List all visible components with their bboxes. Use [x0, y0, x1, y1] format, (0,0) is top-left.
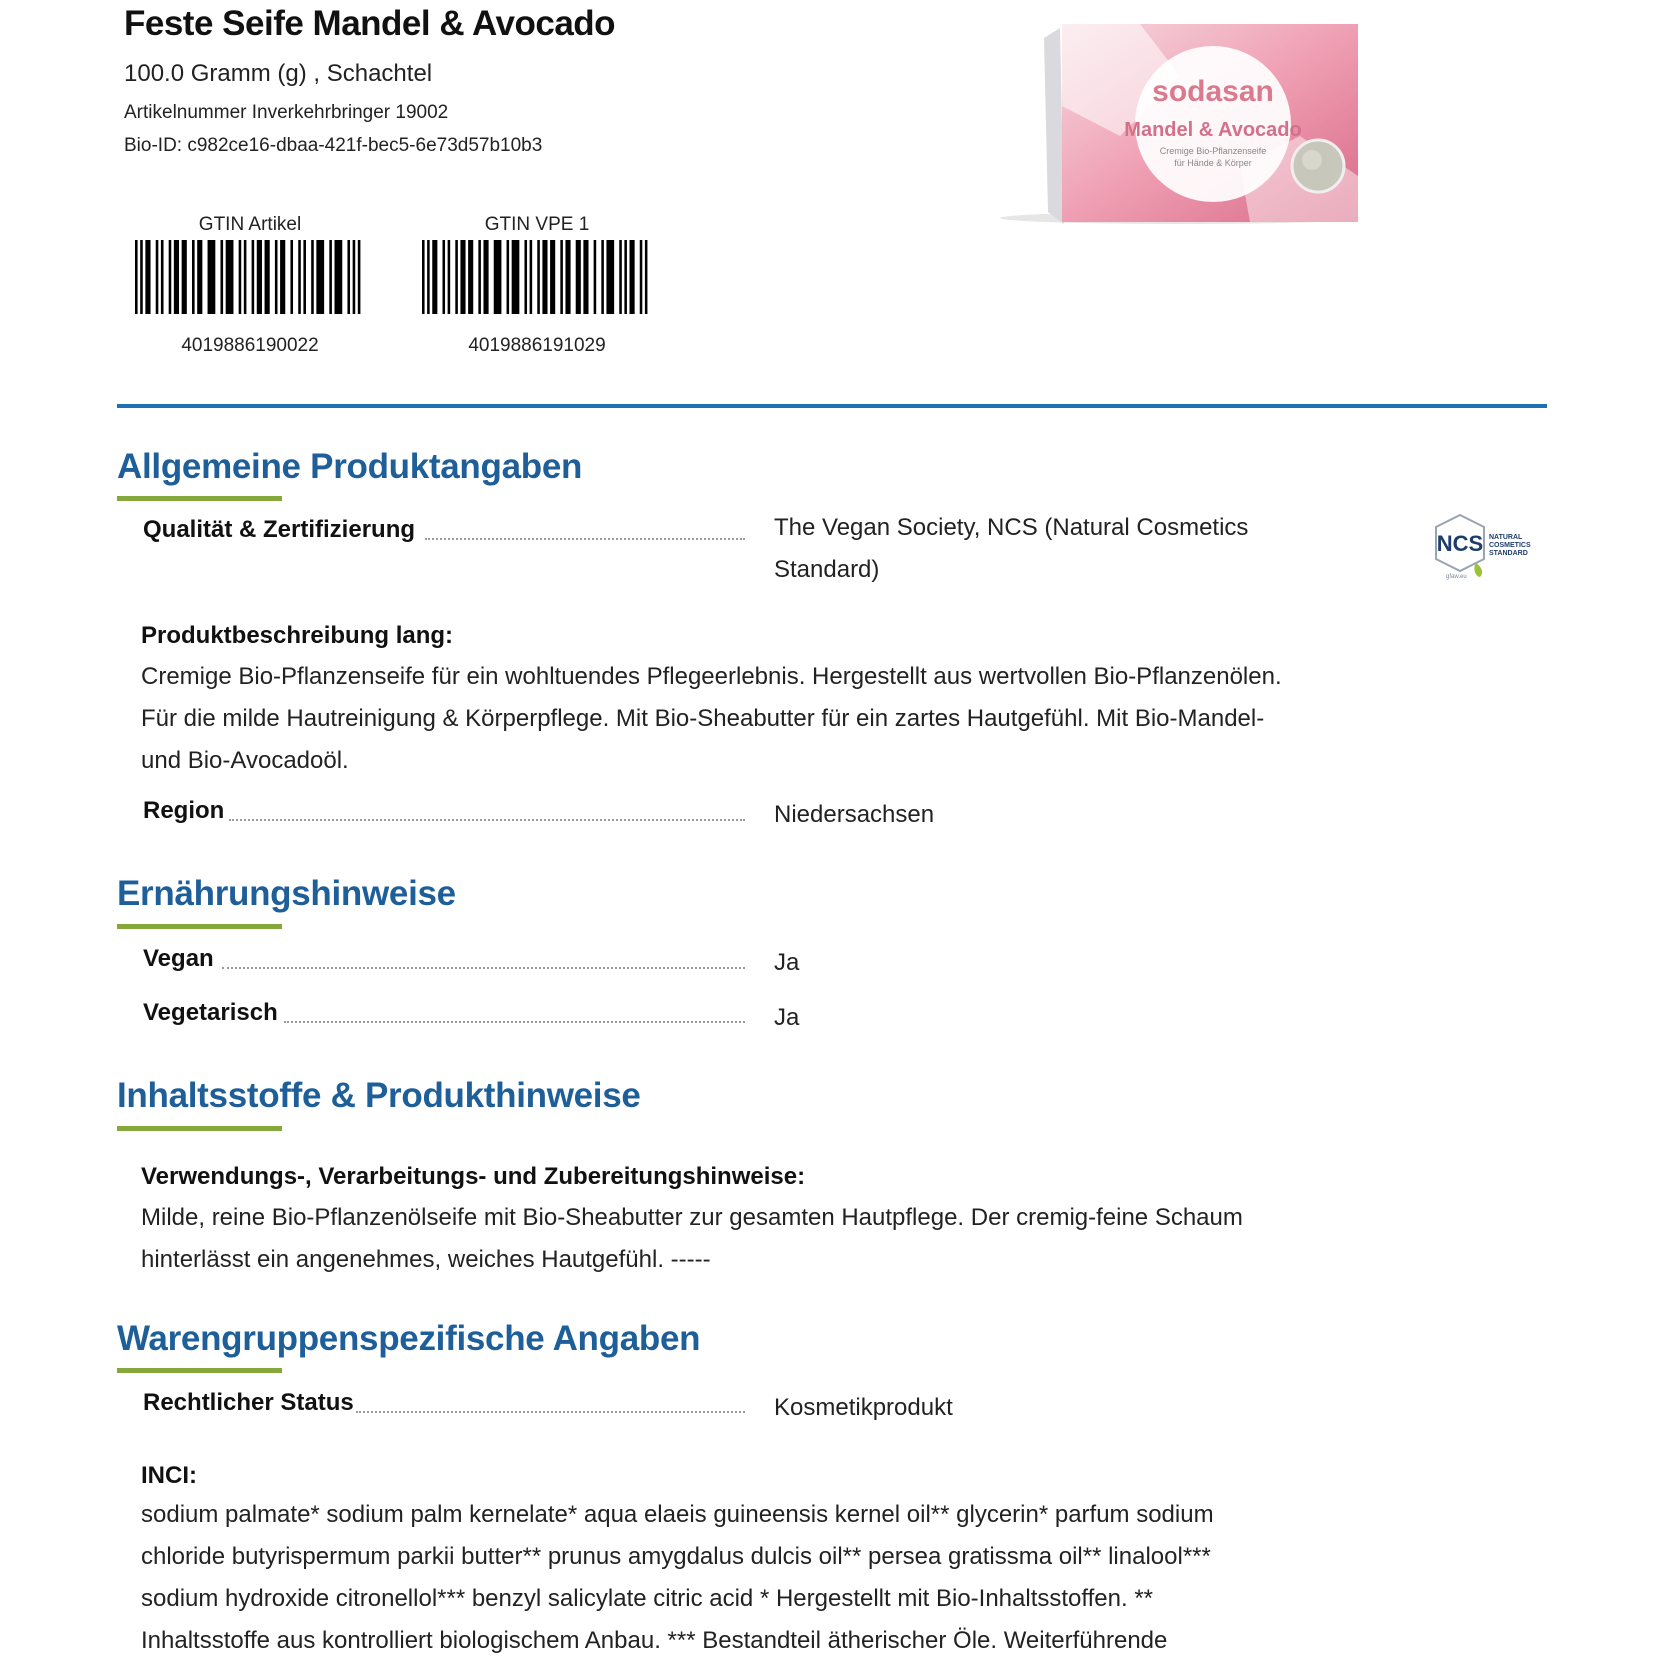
barcode-bar [353, 240, 356, 314]
inci-line-1: sodium palmate* sodium palm kernelate* aqua elaeis guineensis kernel oil** glycerin* parfum sodium [141, 1501, 1214, 1528]
barcode-bar [275, 240, 278, 314]
legal-status-label: Rechtlicher Status [143, 1389, 354, 1416]
barcode-bar [329, 240, 332, 314]
barcode-bar [606, 240, 614, 314]
section-heading-nutrition: Ernährungshinweise [117, 874, 456, 913]
section-heading-general: Allgemeine Produktangaben [117, 447, 583, 486]
description-line-1: Cremige Bio-Pflanzenseife für ein wohltuendes Pflegeerlebnis. Hergestellt aus wertvollen Bio-Pflanzenölen. [141, 663, 1282, 690]
gtin-vpe-label: GTIN VPE 1 [484, 214, 590, 235]
inci-line-3: sodium hydroxide citronellol*** benzyl salicylate citric acid * Hergestellt mit Bio-Inhaltsstoffen. ** [141, 1585, 1154, 1612]
barcode-bar [645, 240, 648, 314]
barcode-bar [640, 240, 643, 314]
barcode-bar [197, 240, 202, 314]
barcode-bar [174, 240, 179, 314]
barcode-bar [182, 240, 187, 314]
barcode-bar [468, 240, 473, 314]
quality-value-1: The Vegan Society, NCS (Natural Cosmetics [774, 514, 1249, 541]
leader-dots [284, 1021, 745, 1023]
product-image [1000, 16, 1360, 226]
bio-id: Bio-ID: c982ce16-dbaa-421f-bec5-6e73d57b10b3 [124, 135, 543, 156]
barcode-bar [135, 240, 138, 314]
article-number: Artikelnummer Inverkehrbringer 19002 [124, 102, 449, 123]
usage-heading: Verwendungs-, Verarbeitungs- und Zubereitungshinweise: [141, 1163, 806, 1190]
barcode-bar [494, 240, 502, 314]
ncs-url: gfaw.eu [1446, 574, 1467, 580]
leader-dots [425, 538, 745, 540]
barcode-bar [524, 240, 527, 314]
usage-line-2: hinterlässt ein angenehmes, weiches Hautgefühl. ----- [141, 1246, 711, 1273]
section-underline [117, 1368, 282, 1373]
barcode-bar [140, 240, 143, 314]
barcode-bar [576, 240, 581, 314]
product-quantity: 100.0 Gramm (g) , Schachtel [124, 60, 433, 87]
barcode-bar [455, 240, 458, 314]
inci-line-2: chloride butyrispermum parkii butter** prunus amygdalus dulcis oil** persea gratissma oil** linalool*** [141, 1543, 1211, 1570]
barcode-bar [530, 240, 533, 314]
variant-text: Mandel & Avocado [1124, 119, 1302, 141]
barcode-bar [244, 240, 247, 314]
barcode-bar [583, 240, 588, 314]
region-value: Niedersachsen [774, 801, 935, 828]
leader-dots [229, 819, 745, 821]
vegan-label: Vegan [143, 945, 214, 972]
section-underline [117, 924, 282, 929]
barcode-bar [221, 240, 224, 314]
quality-value-2: Standard) [774, 556, 880, 583]
barcode-bar [226, 240, 234, 314]
barcode-bar [358, 240, 361, 314]
vegan-value: Ja [774, 949, 800, 976]
desc-text-2: für Hände & Körper [1174, 158, 1252, 168]
ncs-line2: COSMETICS [1489, 542, 1531, 549]
leader-dots [222, 967, 745, 969]
region-label: Region [143, 797, 225, 824]
legal-status-value: Kosmetikprodukt [774, 1394, 953, 1421]
barcode-bar [265, 240, 270, 314]
brand-text: sodasan [1152, 75, 1274, 108]
barcode-bar [565, 240, 570, 314]
usage-line-1: Milde, reine Bio-Pflanzenölseife mit Bio-Sheabutter zur gesamten Hautpflege. Der cremig-feine Schaum [141, 1204, 1243, 1231]
barcode-bar [422, 240, 425, 314]
barcode-bar [298, 240, 301, 314]
barcode-bar [303, 240, 306, 314]
description-heading: Produktbeschreibung lang: [141, 622, 454, 649]
barcode-bar [537, 240, 540, 314]
barcode-bar [252, 240, 255, 314]
product-title: Feste Seife Mandel & Avocado [124, 4, 616, 43]
barcode-bar [448, 240, 451, 314]
barcode-bar [316, 240, 324, 314]
quality-label: Qualität & Zertifizierung [143, 516, 416, 543]
barcode-bar [208, 240, 216, 314]
barcode-bar [478, 240, 481, 314]
barcode-bar [624, 240, 627, 314]
barcode-bar [619, 240, 622, 314]
section-underline [117, 496, 282, 501]
barcode-vpe [422, 240, 650, 314]
barcode-bar [239, 240, 242, 314]
section-heading-category: Warengruppenspezifische Angaben [117, 1319, 701, 1358]
description-line-2: Für die milde Hautreinigung & Körperpflege. Mit Bio-Sheabutter für ein zartes Hautgefühl. Mit Bio-Mandel- [141, 705, 1265, 732]
ncs-abbr: NCS [1436, 531, 1484, 556]
inci-line-4: Inhaltsstoffe aus kontrolliert biologischem Anbau. *** Bestandteil ätherischer Öle. Weiterführende [141, 1627, 1168, 1654]
barcode-bar [145, 240, 150, 314]
barcode-bar [156, 240, 159, 314]
barcode-bar [432, 240, 437, 314]
gtin-article-number: 4019886190022 [181, 335, 319, 356]
barcode-bar [542, 240, 547, 314]
ncs-line1: NATURAL [1489, 534, 1523, 541]
ncs-logo [1432, 511, 1542, 583]
section-underline [117, 1126, 282, 1131]
barcode-bar [560, 240, 563, 314]
gtin-vpe-number: 4019886191029 [468, 335, 606, 356]
barcode-bar [512, 240, 520, 314]
barcode-bar [550, 240, 555, 314]
barcode-bar [161, 240, 164, 314]
ncs-line3: STANDARD [1489, 550, 1528, 557]
barcode-bar [192, 240, 195, 314]
barcode-article [135, 240, 363, 314]
barcode-bar [460, 240, 465, 314]
barcode-bar [347, 240, 350, 314]
header-divider [117, 404, 1547, 408]
gtin-article-label: GTIN Artikel [198, 214, 302, 235]
barcode-bar [169, 240, 172, 314]
vegetarian-value: Ja [774, 1004, 800, 1031]
inci-heading: INCI: [141, 1462, 197, 1489]
barcode-bar [507, 240, 510, 314]
desc-text-1: Cremige Bio-Pflanzenseife [1159, 146, 1267, 156]
leader-dots [356, 1411, 745, 1413]
barcode-bar [311, 240, 314, 314]
barcode-bar [442, 240, 445, 314]
section-heading-ingredients: Inhaltsstoffe & Produkthinweise [117, 1076, 641, 1115]
description-line-3: und Bio-Avocadoöl. [141, 747, 349, 774]
barcode-bar [290, 240, 293, 314]
barcode-bar [483, 240, 488, 314]
vegetarian-label: Vegetarisch [143, 999, 278, 1026]
barcode-bar [601, 240, 604, 314]
barcode-bar [280, 240, 285, 314]
barcode-bar [335, 240, 343, 314]
barcode-bar [594, 240, 597, 314]
barcode-bar [630, 240, 635, 314]
barcode-bar [257, 240, 262, 314]
barcode-bar [427, 240, 430, 314]
